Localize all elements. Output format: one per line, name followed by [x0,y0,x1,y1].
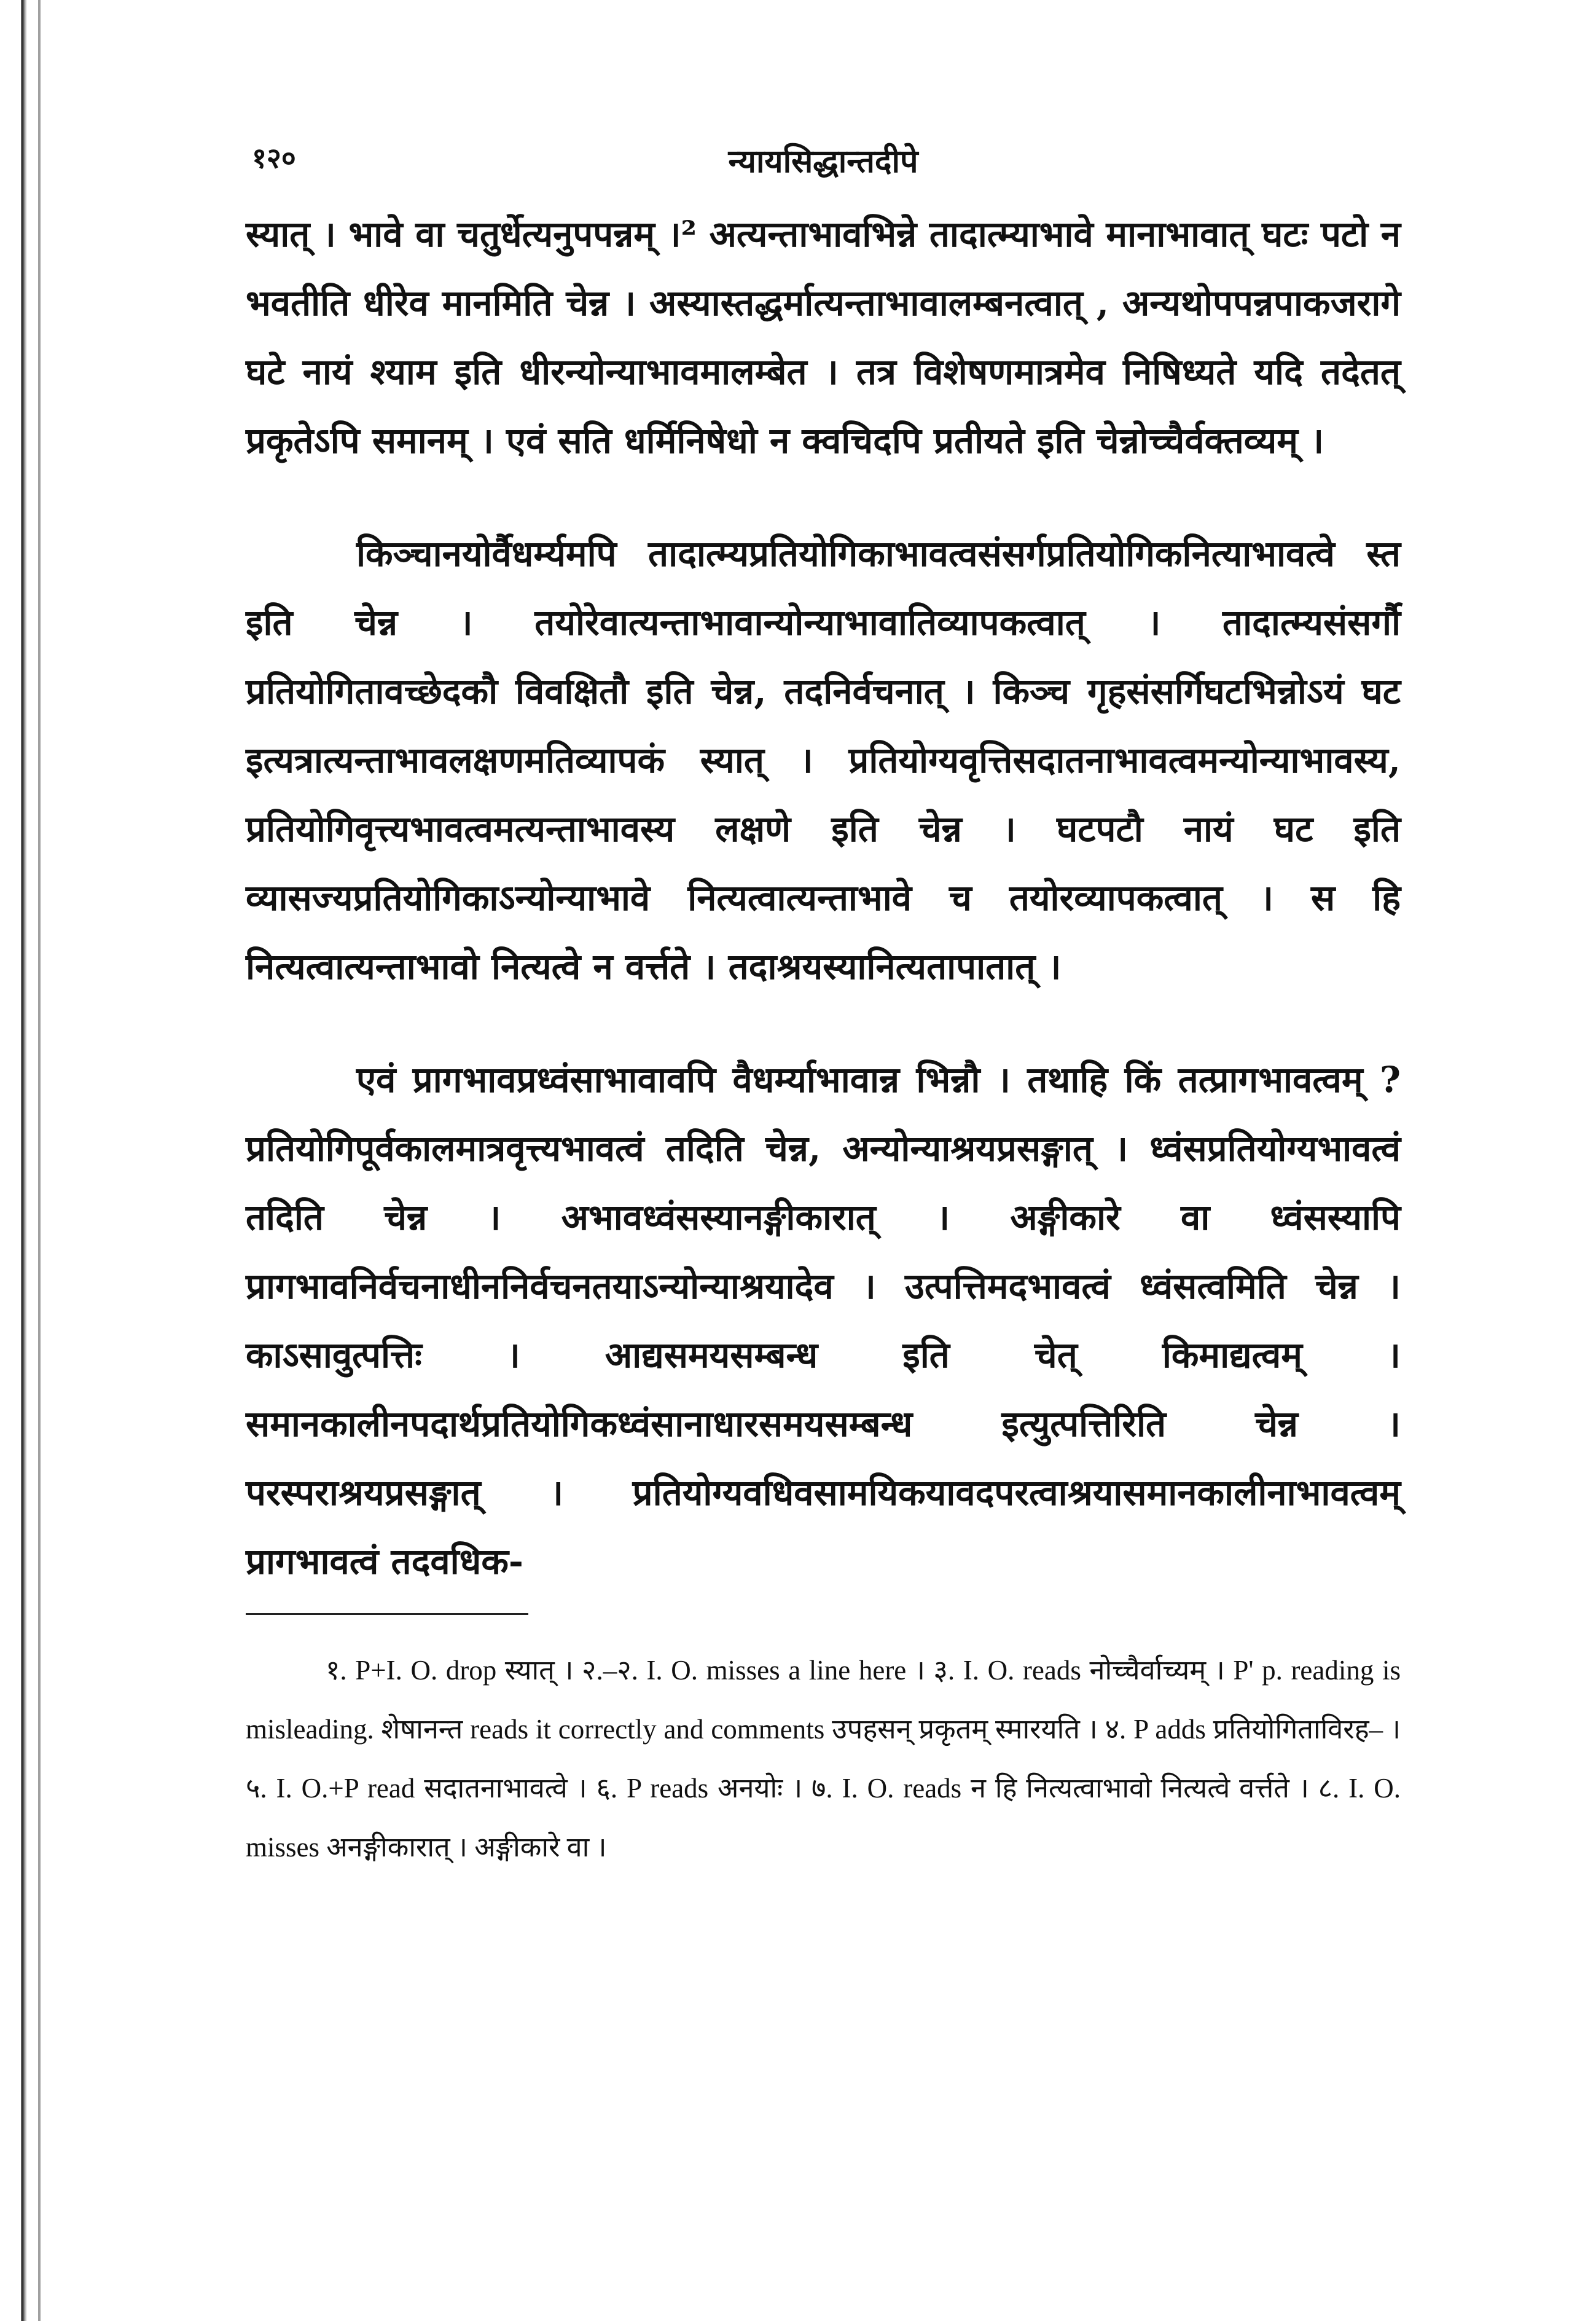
footnote-divider [246,1613,528,1615]
paragraph-1: स्यात् । भावे वा चतुर्धेत्यनुपपन्नम् ।² अत्यन्ताभावभिन्ने तादात्म्याभावे मानाभावात् घटः पटो न भवतीति धीरेव मानमिति चेन्न । अस्यास्तद्धर्मात्यन्ताभावालम्बनत्वात् , अन्यथोपपन्नपाकजरागे घटे नायं श्याम इति धीरन्योन्याभावमालम्बेत । तत्र विशेषणमात्रमेव निषिध्यते यदि तदेतत् प्रकृतेऽपि समानम् । एवं सति धर्मिनिषेधो न क्वचिदपि प्रतीयते इति चेन्नोच्चैर्वक्तव्यम् । [246,213,1401,461]
book-page [246,132,1401,1877]
footnotes [246,1641,1401,1877]
page-number: १२० [252,141,296,175]
paragraph-3: एवं प्रागभावप्रध्वंसाभावावपि वैधर्म्याभावान्न भिन्नौ । तथाहि किं तत्प्रागभावत्वम् ? प्रतियोगिपूर्वकालमात्रवृत्त्यभावत्वं तदिति चेन्न, अन्योन्याश्रयप्रसङ्गात् । ध्वंसप्रतियोग्यभावत्वं तदिति चेन्न । अभावध्वंसस्यानङ्गीकारात् । अङ्गीकारे वा ध्वंसस्यापि प्रागभावनिर्वचनाधीननिर्वचनतयाऽन्योन्याश्रयादेव । उत्पत्तिमदभावत्वं ध्वंसत्वमिति चेन्न । काऽसावुत्पत्तिः । आद्यसमयसम्बन्ध इति चेत् किमाद्यत्वम् । समानकालीनपदार्थप्रतियोगिकध्वंसानाधारसमयसम्बन्ध इत्युत्पत्तिरिति चेन्न । परस्पराश्रयप्रसङ्गात् । प्रतियोग्यवधिवसामयिकयावदपरत्वाश्रयासमानकालीनाभावत्वम् प्रागभावत्वं तदवधिक- [246,1059,1401,1582]
running-head [246,132,1401,200]
scan-binding-line [38,0,41,2321]
scan-binding-edge [21,0,27,2321]
running-title: न्यायसिद्धान्तदीपे [728,143,918,180]
paragraph-2: किञ्चानयोर्वैधर्म्यमपि तादात्म्यप्रतियोगिकाभावत्वसंसर्गप्रतियोगिकनित्याभावत्वे स्त इति चेन्न । तयोरेवात्यन्ताभावान्योन्याभावातिव्यापकत्वात् । तादात्म्यसंसर्गौ प्रतियोगितावच्छेदकौ विवक्षितौ इति चेन्न, तदनिर्वचनात् । किञ्च गृहसंसर्गिघटभिन्नोऽयं घट इत्यत्रात्यन्ताभावलक्षणमतिव्यापकं स्यात् । प्रतियोग्यवृत्तिसदातनाभावत्वमन्योन्याभावस्य, प्रतियोगिवृत्त्यभावत्वमत्यन्ताभावस्य लक्षणे इति चेन्न । घटपटौ नायं घट इति व्यासज्यप्रतियोगिकाऽन्योन्याभावे नित्यत्वात्यन्ताभावे च तयोरव्यापकत्वात् । स हि नित्यत्वात्यन्ताभावो नित्यत्वे न वर्त्तते । तदाश्रयस्यानित्यतापातात् । [246,533,1401,988]
main-text [246,200,1401,1596]
footnote-text: १. P+I. O. drop स्यात् । २.–२. I. O. misses a line here । ३. I. O. reads नोच्चैर्वाच्यम् । P' p. reading is misleading. शेषानन्त reads it correctly and comments उपहसन् प्रकृतम् स्मारयति । ४. P adds प्रतियोगिताविरह– । ५. I. O.+P read सदातनाभावत्वे । ६. P reads अनयोः । ७. I. O. reads न हि नित्यत्वाभावो नित्यत्वे वर्त्तते । ८. I. O. misses अनङ्गीकारात् । अङ्गीकारे वा । [246,1655,1401,1863]
